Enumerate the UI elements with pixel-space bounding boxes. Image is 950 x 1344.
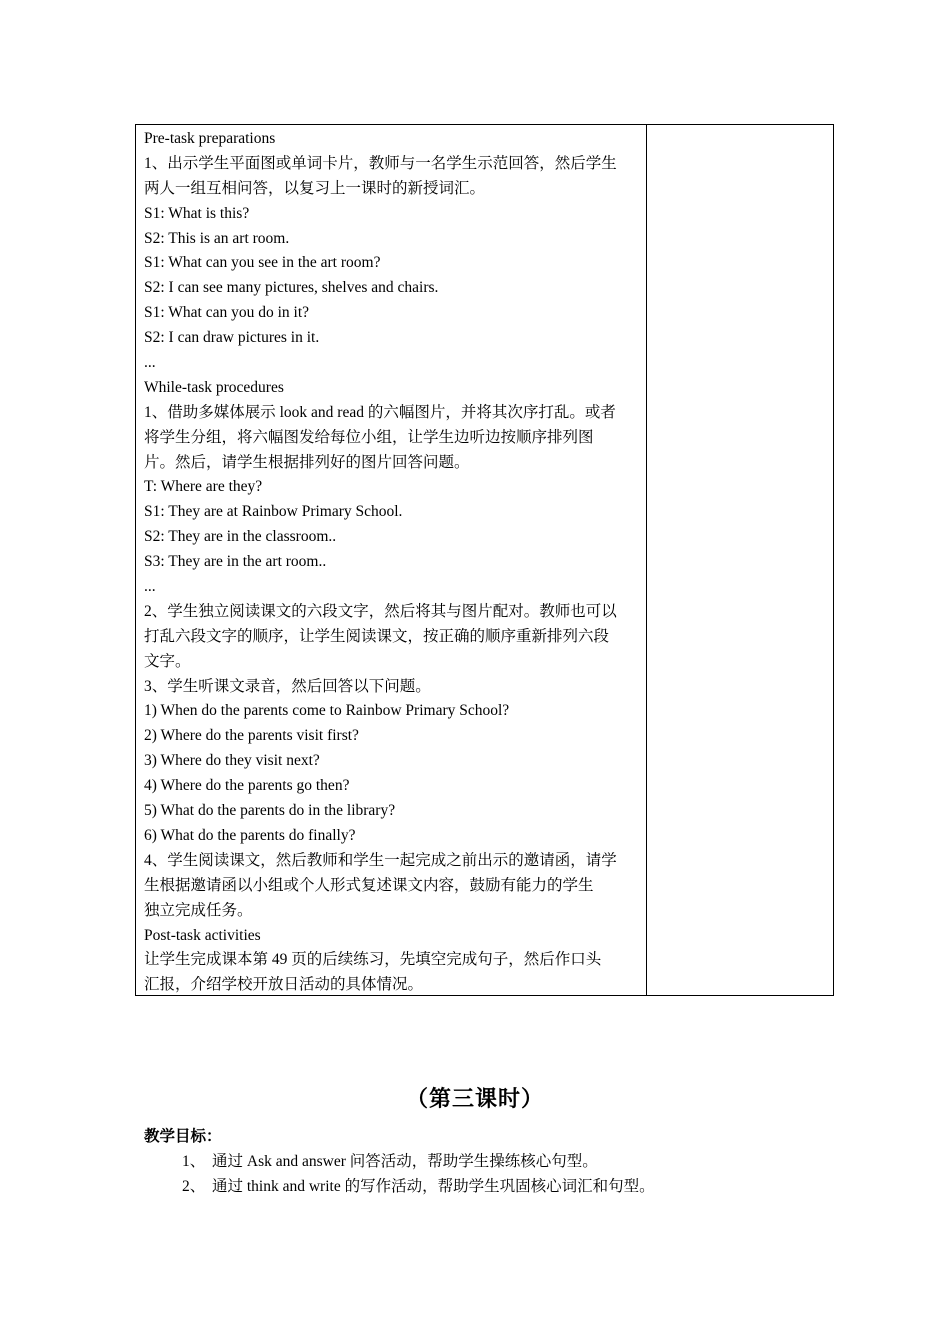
objective-text: 通过 Ask and answer 问答活动，帮助学生操练核心句型。 [212,1153,598,1170]
table-line: 4) Where do the parents go then? [144,777,350,795]
procedure-cell [136,125,647,995]
table-line: S2: I can draw pictures in it. [144,329,320,347]
table-line: 生根据邀请函以小组或个人形式复述课文内容，鼓励有能力的学生 [144,876,594,894]
objectives-heading: 教学目标： [144,1128,222,1145]
table-line: 3、学生听课文录音，然后回答以下问题。 [144,677,431,695]
table-line: Post-task activities [144,926,261,944]
table-line: 让学生完成课本第 49 页的后续练习，先填空完成句子，然后作口头 [144,951,602,969]
table-line: 将学生分组，将六幅图发给每位小组，让学生边听边按顺序排列图 [144,428,594,446]
table-line: 2、学生独立阅读课文的六段文字，然后将其与图片配对。教师也可以 [144,602,617,620]
table-line: 5) What do the parents do in the library? [144,802,396,820]
table-line: 3) Where do they visit next? [144,752,320,770]
table-line: S1: What is this? [144,204,250,222]
table-line: 独立完成任务。 [144,901,253,919]
table-line: 1、出示学生平面图或单词卡片，教师与一名学生示范回答，然后学生 [144,154,617,172]
objective-number: 2、 [182,1178,206,1195]
table-line: S1: What can you do in it? [144,304,310,322]
table-line: 1) When do the parents come to Rainbow Primary School? [144,702,510,720]
notes-cell [647,125,833,995]
table-line: 1、借助多媒体展示 look and read 的六幅图片，并将其次序打乱。或者 [144,403,616,421]
table-line: ... [144,354,156,372]
table-line: 文字。 [144,652,191,670]
table-line: S2: This is an art room. [144,229,290,247]
objective-text: 通过 think and write 的写作活动，帮助学生巩固核心词汇和句型。 [212,1178,655,1195]
table-line: S2: I can see many pictures, shelves and chairs. [144,279,439,297]
objective-item [182,1174,655,1196]
table-line: 6) What do the parents do finally? [144,826,356,844]
objective-number: 1、 [182,1153,206,1170]
lesson-plan-table [135,124,834,996]
table-line: S3: They are in the art room.. [144,553,327,571]
table-line: 两人一组互相问答，以复习上一课时的新授词汇。 [144,179,486,197]
table-line: 汇报，介绍学校开放日活动的具体情况。 [144,976,424,994]
table-line: S1: What can you see in the art room? [144,254,381,272]
table-line: ... [144,578,156,596]
table-line: Pre-task preparations [144,130,276,147]
table-line: 2) Where do the parents visit first? [144,727,359,745]
lesson-title: （第三课时） [405,1087,544,1112]
table-line: T: Where are they? [144,478,263,496]
table-line: S1: They are at Rainbow Primary School. [144,503,403,521]
table-line: While-task procedures [144,378,284,396]
table-line: 4、学生阅读课文，然后教师和学生一起完成之前出示的邀请函，请学 [144,851,617,869]
table-line: 片。然后，请学生根据排列好的图片回答问题。 [144,453,470,471]
objective-item [182,1149,598,1171]
table-line: 打乱六段文字的顺序，让学生阅读课文，按正确的顺序重新排列六段 [144,627,610,645]
table-line: S2: They are in the classroom.. [144,528,337,546]
